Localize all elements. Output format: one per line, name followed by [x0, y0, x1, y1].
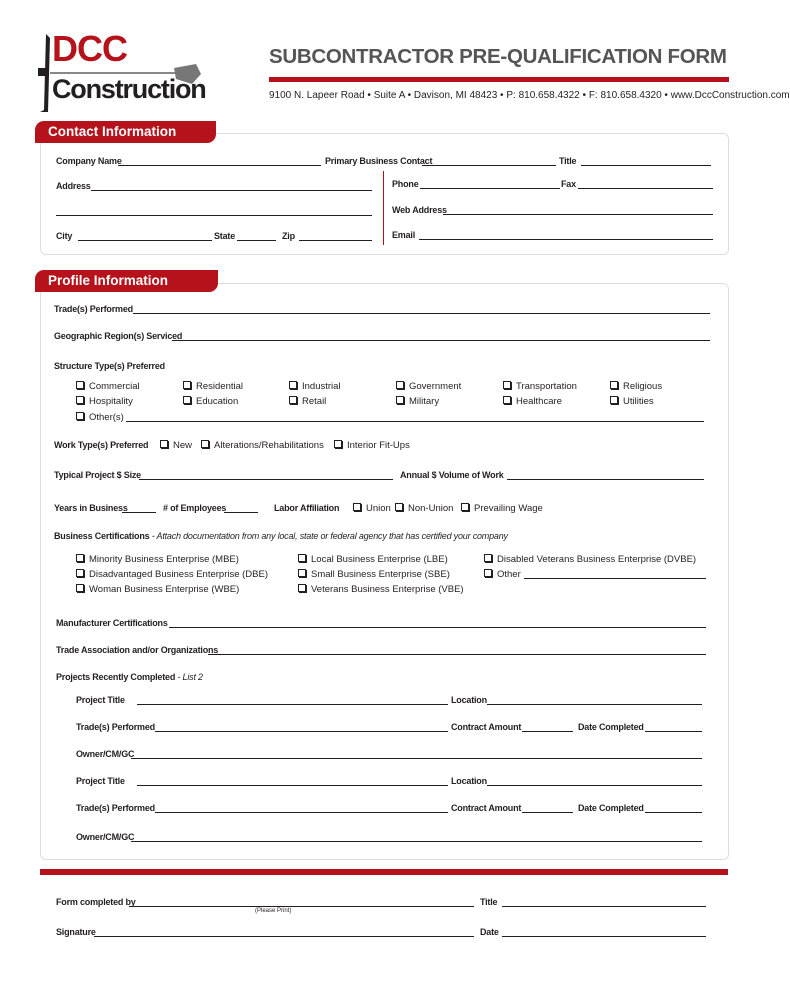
checkbox-mbe[interactable]: Minority Business Enterprise (MBE)	[76, 554, 239, 565]
footer-title-field[interactable]	[502, 906, 706, 907]
checkbox-prevailing-wage[interactable]: Prevailing Wage	[461, 503, 543, 514]
trade-assoc-field[interactable]	[208, 654, 706, 655]
trade-assoc-label: Trade Association and/or Organizations	[56, 645, 219, 655]
project1-owner-field[interactable]	[131, 758, 702, 759]
projects-title: Projects Recently Completed	[56, 672, 176, 682]
years-label: Years in Business	[54, 503, 128, 513]
work-types-label: Work Type(s) Preferred	[54, 440, 149, 450]
contact-title-label: Title	[559, 156, 577, 166]
completed-by-field[interactable]	[129, 906, 474, 907]
project1-owner-label: Owner/CM/GC	[76, 749, 135, 759]
certifications-label	[54, 531, 508, 541]
primary-contact-field[interactable]	[422, 165, 556, 166]
project1-contract-label: Contract Amount	[451, 722, 522, 732]
checkbox-interior-fit-ups[interactable]: Interior Fit-Ups	[334, 440, 410, 451]
certifications-title: Business Certifications	[54, 531, 150, 541]
checkbox-dbe[interactable]: Disadvantaged Business Enterprise (DBE)	[76, 569, 268, 580]
manufacturer-certs-field[interactable]	[169, 627, 706, 628]
contact-divider	[383, 171, 384, 245]
trades-field[interactable]	[133, 313, 710, 314]
footer-title-label: Title	[480, 897, 498, 907]
company-phone: P: 810.658.4322	[506, 90, 580, 101]
project2-contract-label: Contract Amount	[451, 803, 522, 813]
email-label: Email	[392, 230, 416, 240]
project2-location-label: Location	[451, 776, 487, 786]
checkbox-sbe[interactable]: Small Business Enterprise (SBE)	[298, 569, 450, 580]
checkbox-alterations[interactable]: Alterations/Rehabilitations	[201, 440, 324, 451]
regions-field[interactable]	[172, 340, 710, 341]
certifications-note: - Attach documentation from any local, state or federal agency that has certified your company	[151, 531, 508, 541]
annual-volume-label: Annual $ Volume of Work	[400, 470, 504, 480]
completed-by-label: Form completed by	[56, 897, 136, 907]
checkbox-education[interactable]: Education	[183, 396, 238, 407]
company-website[interactable]: www.DccConstruction.com	[670, 90, 790, 101]
project-size-label: Typical Project $ Size	[54, 470, 141, 480]
zip-label: Zip	[282, 231, 295, 241]
checkbox-other-structure[interactable]: Other(s)	[76, 412, 124, 423]
project1-title-label: Project Title	[76, 695, 125, 705]
checkbox-government[interactable]: Government	[396, 381, 461, 392]
project2-title-field[interactable]	[137, 785, 448, 786]
state-label: State	[214, 231, 236, 241]
checkbox-hospitality[interactable]: Hospitality	[76, 396, 133, 407]
company-fax: F: 810.658.4320	[588, 90, 662, 101]
regions-label: Geographic Region(s) Serviced	[54, 331, 183, 341]
fax-label: Fax	[561, 179, 576, 189]
project-size-field[interactable]	[139, 479, 393, 480]
projects-label	[56, 672, 203, 682]
state-field[interactable]	[237, 240, 276, 241]
project2-owner-field[interactable]	[131, 841, 702, 842]
project1-date-label: Date Completed	[578, 722, 644, 732]
project2-contract-field[interactable]	[522, 812, 573, 813]
address-field-2[interactable]	[56, 215, 372, 216]
signature-field[interactable]	[94, 936, 474, 937]
city-field[interactable]	[78, 240, 212, 241]
checkbox-retail[interactable]: Retail	[289, 396, 326, 407]
company-address-line: 9100 N. Lapeer Road • Suite A • Davison, MI 48423 • P: 810.658.4322 • F: 810.658.4320 • www.DccConstruction.com	[269, 90, 790, 101]
signature-label: Signature	[56, 927, 96, 937]
checkbox-commercial[interactable]: Commercial	[76, 381, 140, 392]
project1-date-field[interactable]	[645, 731, 702, 732]
fax-field[interactable]	[578, 188, 713, 189]
project1-location-label: Location	[451, 695, 487, 705]
contact-panel	[40, 133, 729, 255]
checkbox-dvbe[interactable]: Disabled Veterans Business Enterprise (DVBE)	[484, 554, 696, 565]
please-print-note: (Please Print)	[255, 908, 292, 914]
project1-contract-field[interactable]	[522, 731, 573, 732]
logo-dcc: DCC	[52, 28, 127, 69]
checkbox-utilities[interactable]: Utilities	[610, 396, 654, 407]
project2-owner-label: Owner/CM/GC	[76, 832, 135, 842]
employees-field[interactable]	[224, 512, 258, 513]
company-name-field[interactable]	[118, 165, 321, 166]
projects-note: - List 2	[177, 672, 203, 682]
checkbox-military[interactable]: Military	[396, 396, 439, 407]
labor-label: Labor Affiliation	[274, 503, 340, 513]
address-field-1[interactable]	[91, 190, 372, 191]
project1-trades-label: Trade(s) Performed	[76, 722, 155, 732]
checkbox-non-union[interactable]: Non-Union	[395, 503, 453, 514]
project1-title-field[interactable]	[137, 704, 448, 705]
primary-contact-label: Primary Business Contact	[325, 156, 433, 166]
trades-label: Trade(s) Performed	[54, 304, 133, 314]
project2-date-field[interactable]	[645, 812, 702, 813]
project2-title-label: Project Title	[76, 776, 125, 786]
web-address-field[interactable]	[443, 214, 713, 215]
project1-trades-field[interactable]	[155, 731, 448, 732]
checkbox-other-cert[interactable]: Other	[484, 569, 521, 580]
checkbox-wbe[interactable]: Woman Business Enterprise (WBE)	[76, 584, 239, 595]
manufacturer-certs-label: Manufacturer Certifications	[56, 618, 168, 628]
form-title: SUBCONTRACTOR PRE-QUALIFICATION FORM	[269, 45, 727, 68]
email-field[interactable]	[419, 239, 713, 240]
checkbox-religious[interactable]: Religious	[610, 381, 662, 392]
profile-section-title: Profile Information	[35, 270, 218, 292]
other-cert-field[interactable]	[524, 578, 706, 579]
checkbox-industrial[interactable]: Industrial	[289, 381, 341, 392]
checkbox-union[interactable]: Union	[353, 503, 391, 514]
other-structure-field[interactable]	[126, 421, 704, 422]
contact-title-field[interactable]	[581, 165, 711, 166]
phone-field[interactable]	[420, 188, 560, 189]
address-label: Address	[56, 181, 91, 191]
checkbox-vbe[interactable]: Veterans Business Enterprise (VBE)	[298, 584, 464, 595]
checkbox-transportation[interactable]: Transportation	[503, 381, 577, 392]
project1-location-field[interactable]	[487, 704, 702, 705]
city-label: City	[56, 231, 73, 241]
phone-label: Phone	[392, 179, 419, 189]
project2-location-field[interactable]	[487, 785, 702, 786]
date-field[interactable]	[502, 936, 706, 937]
checkbox-residential[interactable]: Residential	[183, 381, 243, 392]
years-field[interactable]	[122, 512, 156, 513]
checkbox-lbe[interactable]: Local Business Enterprise (LBE)	[298, 554, 448, 565]
header-rule	[269, 77, 729, 82]
address-city: Davison, MI 48423	[413, 90, 498, 101]
checkbox-new[interactable]: New	[160, 440, 192, 451]
company-logo	[36, 28, 208, 112]
annual-volume-field[interactable]	[507, 479, 704, 480]
employees-label: # of Employees	[163, 503, 227, 513]
project2-trades-field[interactable]	[155, 812, 448, 813]
contact-section-title: Contact Information	[35, 121, 216, 143]
checkbox-healthcare[interactable]: Healthcare	[503, 396, 562, 407]
address-street: 9100 N. Lapeer Road	[269, 90, 365, 101]
zip-field[interactable]	[299, 240, 372, 241]
logo-construction: Construction	[52, 74, 206, 104]
address-suite: Suite A	[373, 90, 405, 101]
web-address-label: Web Address	[392, 205, 447, 215]
company-name-label: Company Name	[56, 156, 122, 166]
structure-types-label: Structure Type(s) Preferred	[54, 361, 165, 371]
date-label: Date	[480, 927, 499, 937]
project2-date-label: Date Completed	[578, 803, 644, 813]
project2-trades-label: Trade(s) Performed	[76, 803, 155, 813]
footer-rule	[40, 869, 728, 875]
